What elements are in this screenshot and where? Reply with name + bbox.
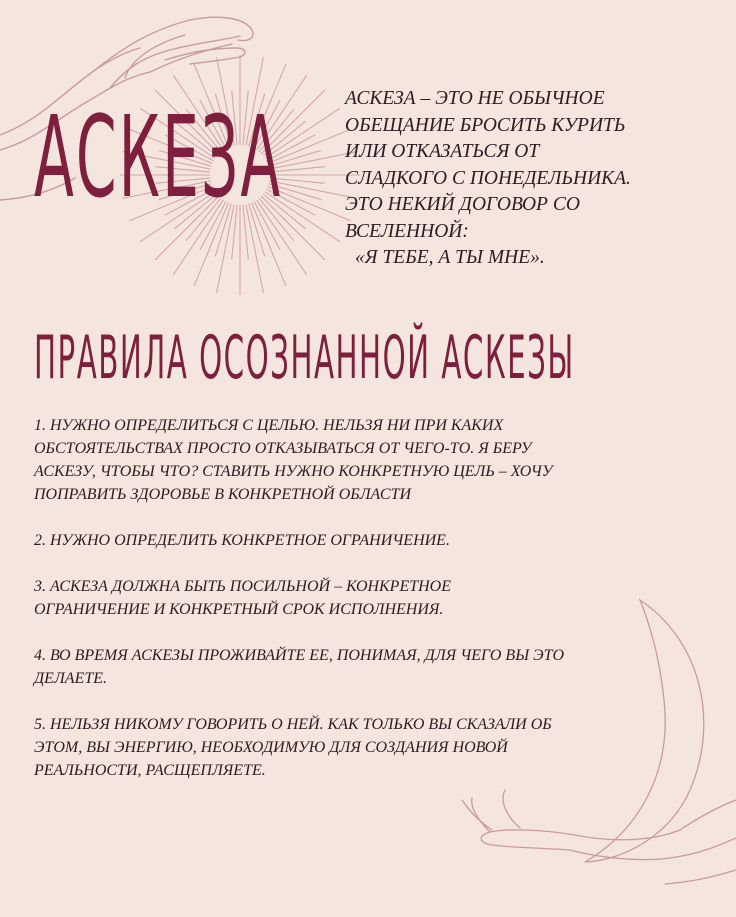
rule-line: ЭТОМ, ВЫ ЭНЕРГИЮ, НЕОБХОДИМУЮ ДЛЯ СОЗДАНИЯ НОВОЙ — [34, 739, 508, 756]
section-heading: ПРАВИЛА ОСОЗНАННОЙ АСКЕЗЫ — [34, 323, 575, 393]
rule-line: 3. АСКЕЗА ДОЛЖНА БЫТЬ ПОСИЛЬНОЙ – КОНКРЕТНОЕ — [34, 578, 452, 595]
rule-line: 4. ВО ВРЕМЯ АСКЕЗЫ ПРОЖИВАЙТЕ ЕЕ, ПОНИМАЯ, ДЛЯ ЧЕГО ВЫ ЭТО — [34, 647, 565, 664]
rule-item — [34, 575, 694, 621]
rule-line: 2. НУЖНО ОПРЕДЕЛИТЬ КОНКРЕТНОЕ ОГРАНИЧЕНИЕ. — [34, 532, 450, 549]
page-title: АСКЕЗА — [34, 93, 283, 223]
rule-item — [34, 713, 694, 782]
rule-item — [34, 529, 694, 552]
rule-item — [34, 644, 694, 690]
rule-line: 1. НУЖНО ОПРЕДЕЛИТЬСЯ С ЦЕЛЬЮ. НЕЛЬЗЯ НИ ПРИ КАКИХ — [34, 417, 504, 434]
rules-list — [34, 414, 694, 805]
rule-item — [34, 414, 694, 506]
rule-line: ПОПРАВИТЬ ЗДОРОВЬЕ В КОНКРЕТНОЙ ОБЛАСТИ — [34, 486, 412, 503]
rule-line: ОГРАНИЧЕНИЕ И КОНКРЕТНЫЙ СРОК ИСПОЛНЕНИЯ. — [34, 601, 444, 618]
intro-line: ИЛИ ОТКАЗАТЬСЯ ОТ — [345, 141, 540, 162]
rule-line: 5. НЕЛЬЗЯ НИКОМУ ГОВОРИТЬ О НЕЙ. КАК ТОЛЬКО ВЫ СКАЗАЛИ ОБ — [34, 716, 552, 733]
intro-quote: «Я ТЕБЕ, А ТЫ МНЕ». — [355, 247, 545, 268]
rule-line: АСКЕЗУ, ЧТОБЫ ЧТО? СТАВИТЬ НУЖНО КОНКРЕТНУЮ ЦЕЛЬ – ХОЧУ — [34, 463, 553, 480]
rule-line: ДЕЛАЕТЕ. — [34, 670, 108, 687]
intro-text — [345, 86, 695, 272]
rule-line: ОБСТОЯТЕЛЬСТВАХ ПРОСТО ОТКАЗЫВАТЬСЯ ОТ ЧЕГО-ТО. Я БЕРУ — [34, 440, 532, 457]
intro-line: ОБЕЩАНИЕ БРОСИТЬ КУРИТЬ — [345, 114, 626, 136]
intro-line: АСКЕЗА – ЭТО НЕ ОБЫЧНОЕ — [345, 88, 605, 109]
rule-line: РЕАЛЬНОСТИ, РАСЩЕПЛЯЕТЕ. — [34, 762, 266, 779]
intro-line: ВСЕЛЕННОЙ: — [345, 220, 469, 242]
intro-line: СЛАДКОГО С ПОНЕДЕЛЬНИКА. — [345, 167, 631, 189]
intro-line: ЭТО НЕКИЙ ДОГОВОР СО — [345, 194, 580, 215]
